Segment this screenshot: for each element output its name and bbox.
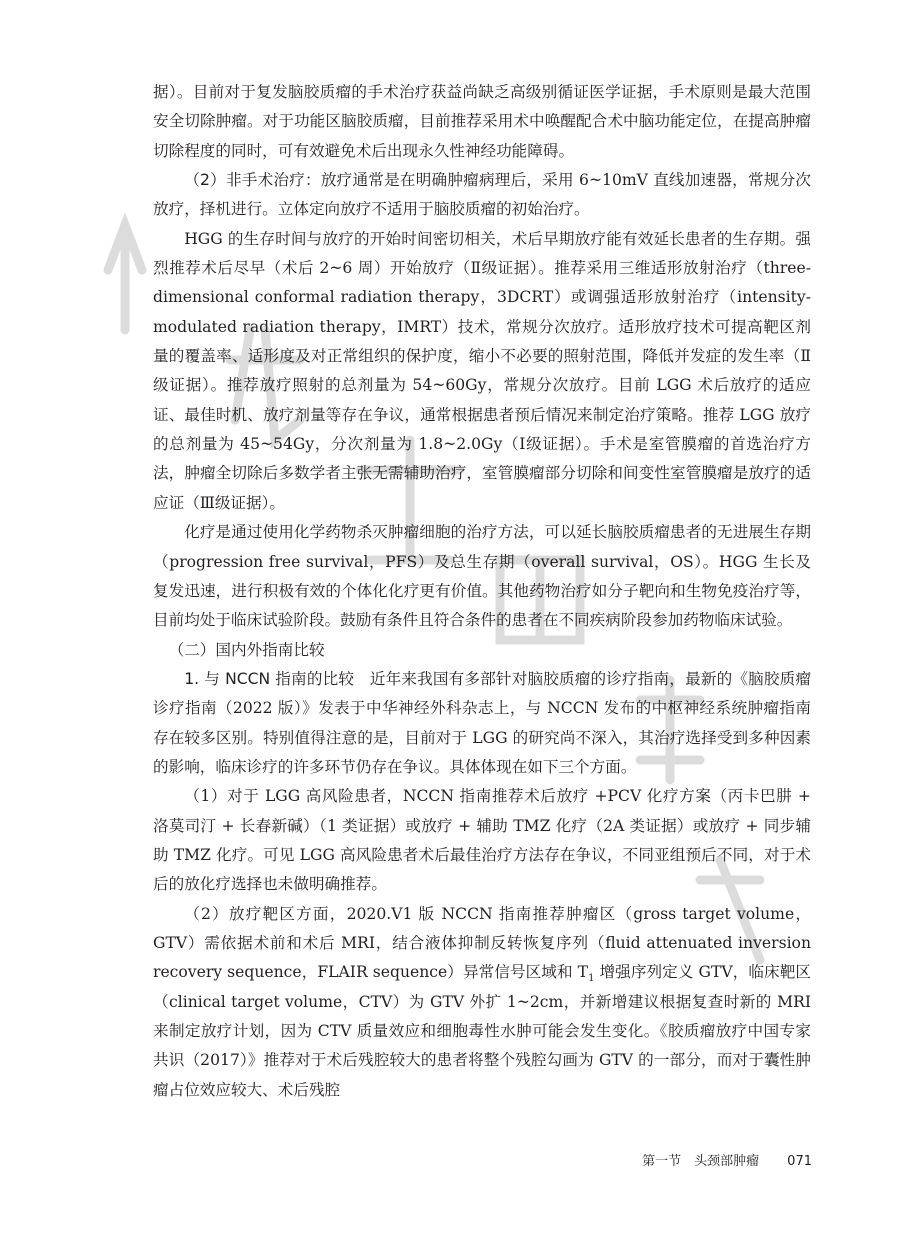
paragraph-5-text: 近年来我国有多部针对脑胶质瘤的诊疗指南，最新的《脑胶质瘤诊疗指南（2022 版）》发表于中华神经外科杂志上，与 NCCN 发布的中枢神经系统肿瘤指南存在较多区别。特别值得注意的是，目前对于 LGG 的研究尚不深入，其治疗选择受到多种因素的影响，临床诊疗的许多环节仍存在争议。具体体现在如下三个方面。 <box>153 669 811 776</box>
paragraph-2 <box>153 166 811 225</box>
paragraph-2-text: 放疗通常是在明确肿瘤病理后，采用 6~10mV 直线加速器，常规分次放疗，择机进行。立体定向放疗不适用于脑胶质瘤的初始治疗。 <box>153 171 812 219</box>
paragraph-1: 据）。目前对于复发脑胶质瘤的手术治疗获益尚缺乏高级别循证医学证据，手术原则是最大范围安全切除肿瘤。对于功能区脑胶质瘤，目前推荐采用术中唤醒配合术中脑功能定位，在提高肿瘤切除程度的同时，可有效避免术后出现永久性神经功能障碍。 <box>153 83 811 160</box>
paragraph-3: HGG 的生存时间与放疗的开始时间密切相关，术后早期放疗能有效延长患者的生存期。强烈推荐术后尽早（术后 2~6 周）开始放疗（Ⅱ级证据）。推荐采用三维适形放射治疗（three-dimensional conformal radiation therapy，3DCRT）或调强适形放射治疗（intensity-modulated radiation therapy，IMRT）技术，常规分次放疗。适形放疗技术可提高靶区剂量的覆盖率、适形度及对正常组织的保护度，缩小不必要的照射范围，降低并发症的发生率（Ⅱ级证据）。推荐放疗照射的总剂量为 54~60Gy，常规分次放疗。目前 LGG 术后放疗的适应证、最佳时机、放疗剂量等存在争议，通常根据患者预后情况来制定治疗策略。推荐 LGG 放疗的总剂量为 45~54Gy，分次剂量为 1.8~2.0Gy（Ⅰ级证据）。手术是室管膜瘤的首选治疗方法，肿瘤全切除后多数学者主张无需辅助治疗，室管膜瘤部分切除和间变性室管膜瘤是放疗的适应证（Ⅲ级证据）。 <box>153 229 811 512</box>
paragraph-7 <box>153 900 811 1105</box>
page-footer <box>560 1150 812 1169</box>
paragraph-6: （1）对于 LGG 高风险患者，NCCN 指南推荐术后放疗 +PCV 化疗方案（丙卡巴肼 + 洛莫司汀 + 长春新碱）（1 类证据）或放疗 + 辅助 TMZ 化疗（2A 类证据）或放疗 + 同步辅助 TMZ 化疗。可见 LGG 高风险患者术后最佳治疗方法存在争议，不同亚组预后不同，对于术后的放化疗选择也未做明确推荐。 <box>153 787 811 894</box>
paragraph-5 <box>153 665 811 782</box>
paragraph-2-label: （2）非手术治疗： <box>184 171 321 190</box>
paragraph-7-part-a: （2）放疗靶区方面，2020.V1 版 NCCN 指南推荐肿瘤区（gross target volume，GTV）需依据术前和术后 MRI，结合液体抑制反转恢复序列（fluid attenuated inversion recovery sequence，FLAIR sequence）异常信号区域和 T <box>153 904 811 982</box>
paragraph-5-label: 1. 与 NCCN 指南的比较 <box>184 669 355 688</box>
paragraph-7-subscript: 1 <box>588 973 595 985</box>
page-number: 071 <box>787 1154 812 1169</box>
footer-section-title: 第一节 头颈部肿瘤 <box>642 1154 760 1169</box>
page-body <box>153 78 811 1105</box>
paragraph-4: 化疗是通过使用化学药物杀灭肿瘤细胞的治疗方法，可以延长脑胶质瘤患者的无进展生存期（progression free survival，PFS）及总生存期（overall survival，OS）。HGG 生长及复发迅速，进行积极有效的个体化化疗更有价值。其他药物治疗如分子靶向和生物免疫治疗等，目前均处于临床试验阶段。鼓励有条件且符合条件的患者在不同疾病阶段参加药物临床试验。 <box>153 523 811 630</box>
paragraph-7-part-b: 增强序列定义 GTV，临床靶区（clinical target volume，CTV）为 GTV 外扩 1~2cm，并新增建议根据复查时新的 MRI 来制定放疗计划，因为 CTV 质量效应和细胞毒性水肿可能会发生变化。《胶质瘤放疗中国专家共识（2017）》推荐对于术后残腔较大的患者将整个残腔勾画为 GTV 的一部分，而对于囊性肿瘤占位效应较大、术后残腔 <box>153 963 811 1099</box>
section-heading: （二）国内外指南比较 <box>168 640 325 659</box>
